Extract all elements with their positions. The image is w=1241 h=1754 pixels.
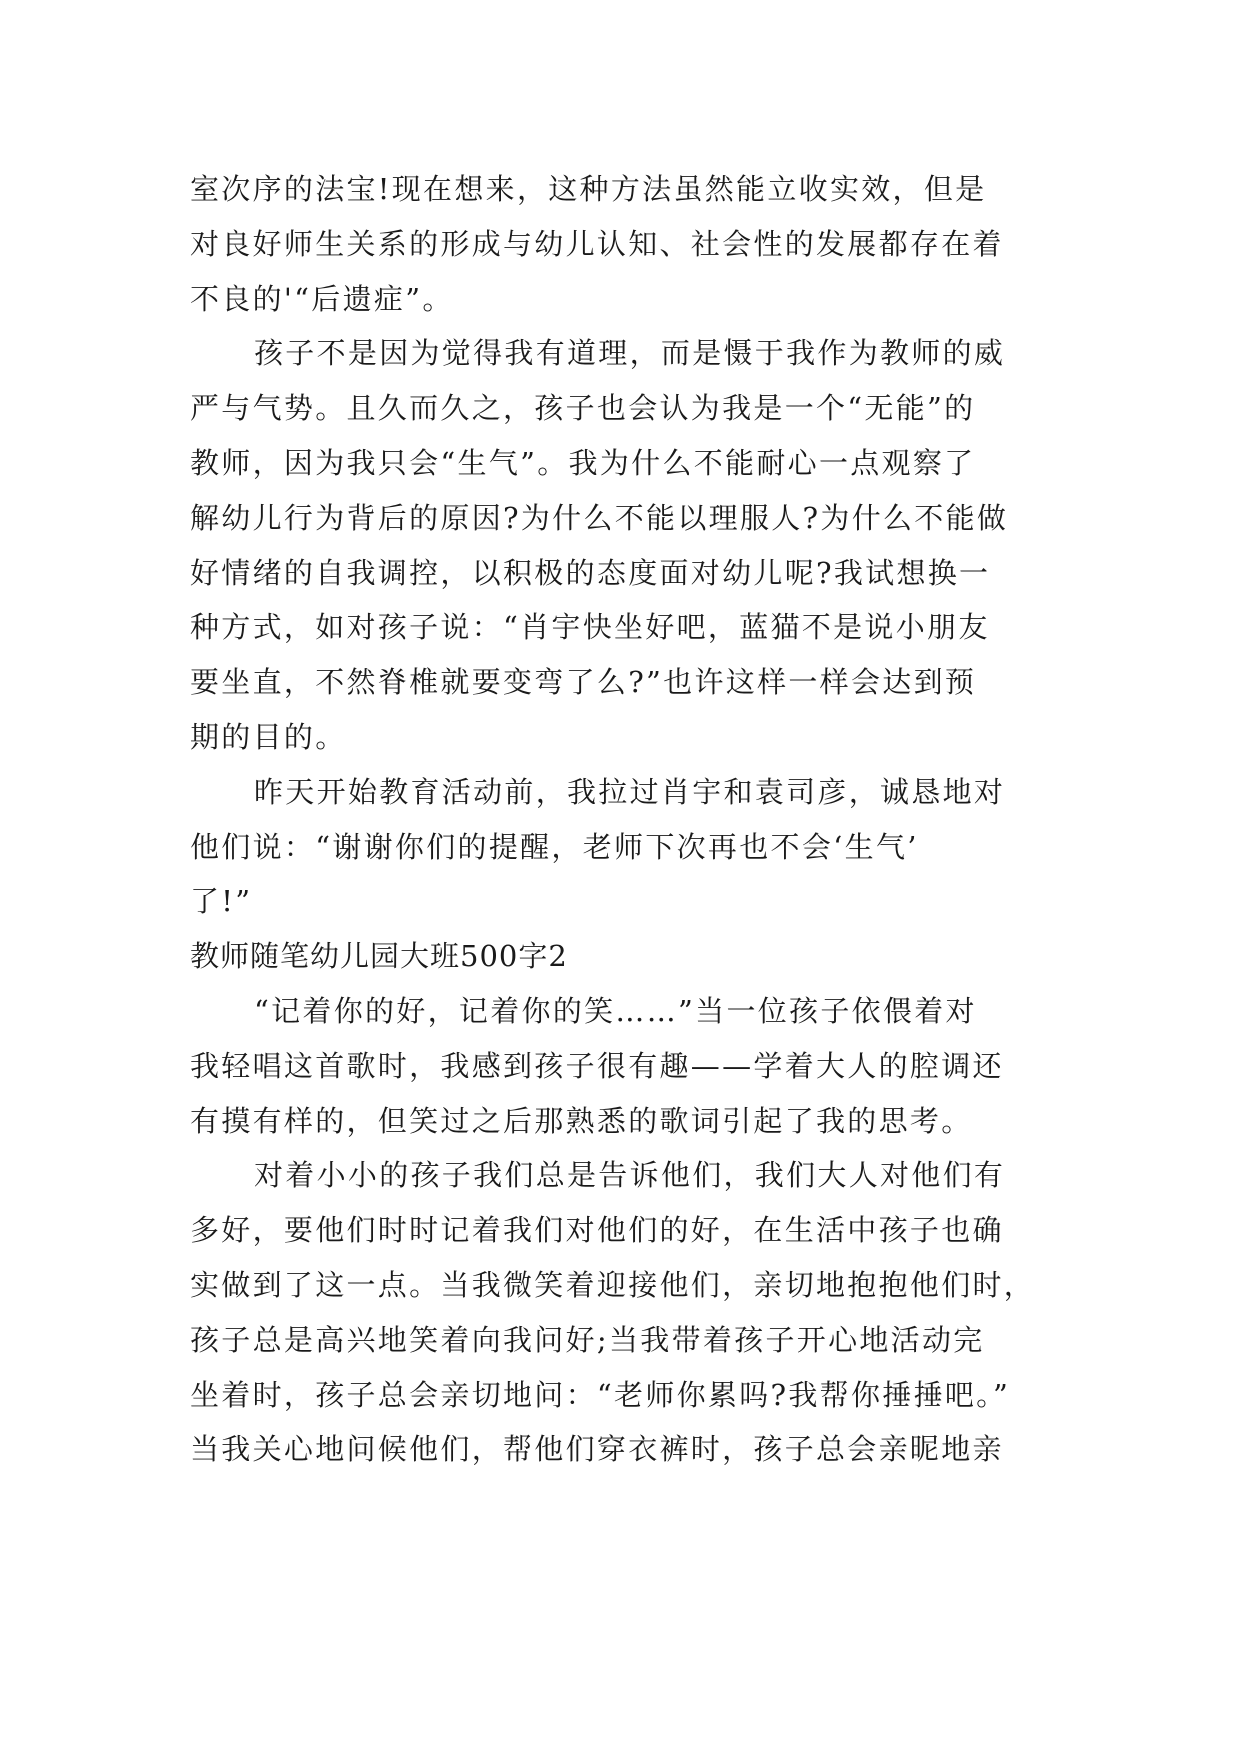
- text-line: 期的目的。: [190, 719, 347, 754]
- text-line: 昨天开始教育活动前，我拉过肖宇和袁司彦，诚恳地对: [254, 774, 1006, 809]
- text-line: 了!”: [190, 884, 253, 919]
- paragraph-continuation: [190, 162, 1050, 326]
- text-line: 孩子不是因为觉得我有道理，而是慑于我作为教师的威: [254, 336, 1006, 371]
- text-line: 他们说：“谢谢你们的提醒，老师下次再也不会‘生气’: [190, 829, 919, 864]
- text-line: 对良好师生关系的形成与幼儿认知、社会性的发展都存在着: [190, 226, 1004, 261]
- text-line: 室次序的法宝!现在想来，这种方法虽然能立收实效，但是: [190, 172, 987, 206]
- text-line: 多好，要他们时时记着我们对他们的好，在生活中孩子也确: [190, 1213, 1004, 1248]
- paragraph: [190, 984, 1050, 1148]
- text-line: 种方式，如对孩子说：“肖宇快坐好吧，蓝猫不是说小朋友: [190, 610, 990, 645]
- text-line: 不良的'“后遗症”。: [190, 281, 454, 316]
- text-line: “记着你的好，记着你的笑……”当一位孩子依偎着对: [254, 993, 977, 1028]
- text-line: 实做到了这一点。当我微笑着迎接他们，亲切地抱抱他们时，: [190, 1267, 1036, 1302]
- text-line: 我轻唱这首歌时，我感到孩子很有趣——学着大人的腔调还: [190, 1048, 1004, 1083]
- text-line: 教师，因为我只会“生气”。我为什么不能耐心一点观察了: [190, 445, 976, 480]
- text-line: 当我关心地问候他们，帮他们穿衣裤时，孩子总会亲昵地亲: [190, 1432, 1004, 1467]
- paragraph: [190, 326, 1050, 764]
- paragraph: [190, 1148, 1050, 1477]
- document-body: [190, 162, 1050, 1477]
- text-line: 严与气势。且久而久之，孩子也会认为我是一个“无能”的: [190, 391, 976, 426]
- text-line: 要坐直，不然脊椎就要变弯了么?”也许这样一样会达到预: [190, 665, 977, 700]
- text-line: 坐着时，孩子总会亲切地问：“老师你累吗?我帮你捶捶吧。”: [190, 1377, 1011, 1412]
- text-line: 有摸有样的，但笑过之后那熟悉的歌词引起了我的思考。: [190, 1103, 973, 1138]
- section-heading: 教师随笔幼儿园大班500字2: [190, 939, 568, 974]
- text-line: 好情绪的自我调控，以积极的态度面对幼儿呢?我试想换一: [190, 555, 991, 590]
- text-line: 对着小小的孩子我们总是告诉他们，我们大人对他们有: [254, 1158, 1006, 1193]
- paragraph: [190, 765, 1050, 929]
- text-line: 解幼儿行为背后的原因?为什么不能以理服人?为什么不能做: [190, 500, 1009, 535]
- text-line: 孩子总是高兴地笑着向我问好;当我带着孩子开心地活动完: [190, 1322, 985, 1357]
